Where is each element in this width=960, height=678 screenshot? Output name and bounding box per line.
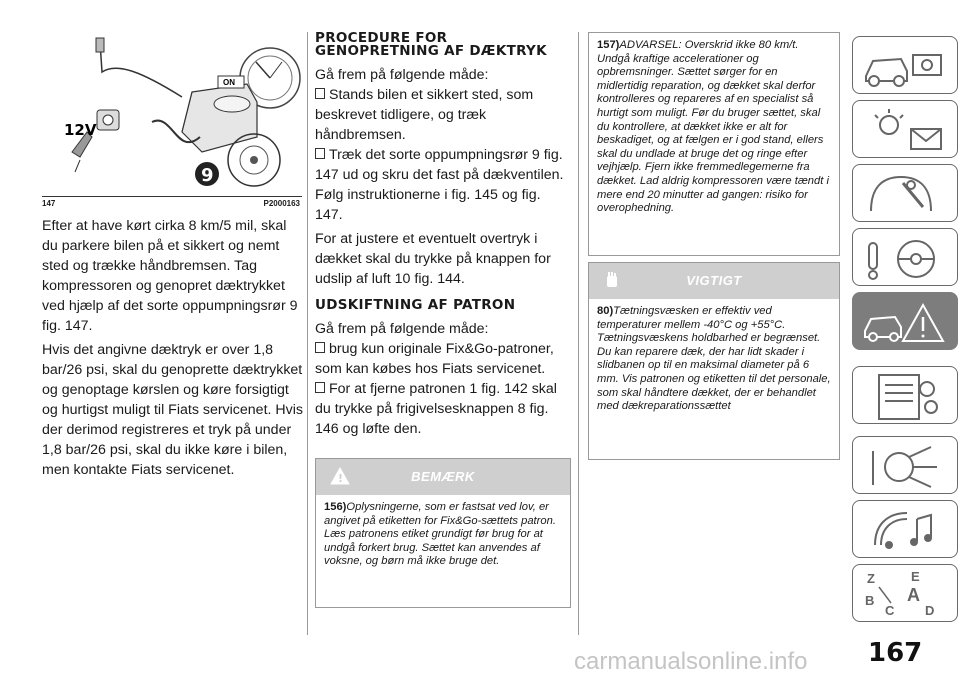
section-heading: PROCEDURE FOR GENOPRETNING AF DÆKTRYK — [315, 30, 547, 59]
tab-servicing[interactable] — [852, 366, 958, 424]
tab-car-dashboard[interactable] — [852, 36, 958, 94]
section-heading: UDSKIFTNING AF PATRON — [315, 297, 516, 313]
tab-multimedia[interactable] — [852, 500, 958, 558]
tab-index[interactable] — [852, 564, 958, 622]
index-letter: Z — [867, 571, 875, 586]
important-box — [588, 262, 840, 460]
seatbelt-safety-icon — [861, 169, 951, 219]
figure-number: 147 — [42, 199, 56, 208]
tab-warning-lights[interactable] — [852, 100, 958, 158]
page-number: 167 — [868, 638, 923, 668]
list-item: Træk det sorte oppumpningsrør 9 fig. 147 ud og skru det fast på dækventilen. Følg instruktionerne i fig. 145 og fig. 147. — [315, 147, 564, 223]
tab-safety[interactable] — [852, 164, 958, 222]
paragraph: For at justere et eventuelt overtryk i dækket skal du trykke på knappen for udslip af luft 10 fig. 144. — [315, 231, 551, 287]
tab-in-an-emergency[interactable] — [852, 292, 958, 350]
intro-text: Gå frem på følgende måde: — [315, 67, 489, 83]
list-item: brug kun originale Fix&Go-patroner, som kan købes hos Fiats servicenet. — [315, 341, 554, 377]
index-letter: C — [885, 603, 895, 618]
important-body: 80)Tætningsvæsken er effektiv ved temperaturer mellem -40°C og +55°C. Tætningsvæskens holdbarhed er begrænset. Du kan reparere dæk, der har lidt skader i slidbanen op til en maksimal diameter på 6 mm. Vis patronen og etiketten til det personale, som skal håndtere dækket, der er behandlet med dækreparationssættet — [597, 305, 831, 413]
column-divider — [307, 32, 308, 635]
column-divider — [578, 32, 579, 635]
index-letter: D — [925, 603, 935, 618]
maintenance-icon — [861, 371, 951, 421]
watermark: carmanualsonline.info — [574, 648, 808, 675]
checkbox-bullet-icon — [315, 382, 325, 393]
column-2 — [315, 32, 571, 439]
warning-lights-icon — [861, 105, 951, 155]
warning-body: 157)ADVARSEL: Overskrid ikke 80 km/t. Undgå kraftige accelerationer og opbremsninger. Sættet sørger for en midlertidig reparation, og dækket skal derfor kontrolleres og repareres af en specialist så hurtigt som muligt. Før du bruger sættet, skal du kontrollere, at dækket ikke er alt for beskadiget, og at fælgen er i god stand, ellers skal du undlade at bruge det og ringe efter vejhjælp. Fjern ikke fremmedlegemerne fra dækket. Lad aldrig kompressoren være tændt i mere end 20 minutter ad gangen: risiko for overophedning. — [597, 39, 829, 215]
compressor-figure — [42, 32, 302, 194]
car-dashboard-icon — [861, 41, 951, 91]
note-body: 156)Oplysningerne, som er fastsat ved lov, er angivet på etiketten for Fix&Go-sættets patron. Læs patronens etiket grundigt før brug for at undgå forkert brug. Sættet kan anvendes af voksne, og børn må ikke bruge det. — [324, 501, 556, 568]
breakdown-icon — [861, 297, 951, 347]
note-box — [315, 458, 571, 608]
checkbox-bullet-icon — [315, 148, 325, 159]
svg-text:!: ! — [338, 472, 344, 485]
figure-caption — [42, 196, 302, 211]
list-item: Stands bilen et sikkert sted, som beskrevet tidligere, og træk håndbremsen. — [315, 87, 534, 143]
checkbox-bullet-icon — [315, 88, 325, 99]
warning-box — [588, 32, 840, 256]
tab-starting-driving[interactable] — [852, 228, 958, 286]
index-icon — [861, 569, 951, 619]
list-item: For at fjerne patronen 1 fig. 142 skal du trykke på frigivelsesknappen 8 fig. 146 og løfte den. — [315, 381, 557, 437]
checkbox-bullet-icon — [315, 342, 325, 353]
note-title: BEMÆRK — [411, 469, 475, 484]
important-header — [589, 263, 839, 299]
technical-data-icon — [861, 441, 951, 491]
paragraph: Hvis det angivne dæktryk er over 1,8 bar/26 psi, skal du genoprette dæktrykket og genoptage kørslen og køre forsigtigt og hurtigst muligt til Fiats servicenet. Hvis der derimod registreres et tryk på under 1,8 bar/26 psi, skal du ikke køre i bilen, men kontakte Fiats servicenet. — [42, 342, 303, 478]
index-letter: A — [907, 585, 920, 605]
column-1 — [42, 216, 304, 484]
paragraph: Efter at have kørt cirka 8 km/5 mil, skal du parkere bilen på et sikkert og nemt sted og trække håndbremsen. Tag kompressoren og genopret dæktrykket ved hjælp af det sorte oppumpningsrør 9 fig. 147. — [42, 218, 298, 334]
callout-9: 9 — [201, 165, 214, 186]
intro-text: Gå frem på følgende måde: — [315, 321, 489, 337]
tab-technical-data[interactable] — [852, 436, 958, 494]
figure-code: P2000163 — [263, 199, 300, 208]
index-letter: B — [865, 593, 875, 608]
important-title: VIGTIGT — [686, 273, 742, 288]
multimedia-icon — [861, 505, 951, 555]
steering-wheel-icon — [861, 233, 951, 283]
label-12v: 12V — [64, 121, 97, 139]
index-letter: E — [911, 569, 920, 584]
note-header — [316, 459, 570, 495]
on-label: ON — [223, 78, 235, 87]
